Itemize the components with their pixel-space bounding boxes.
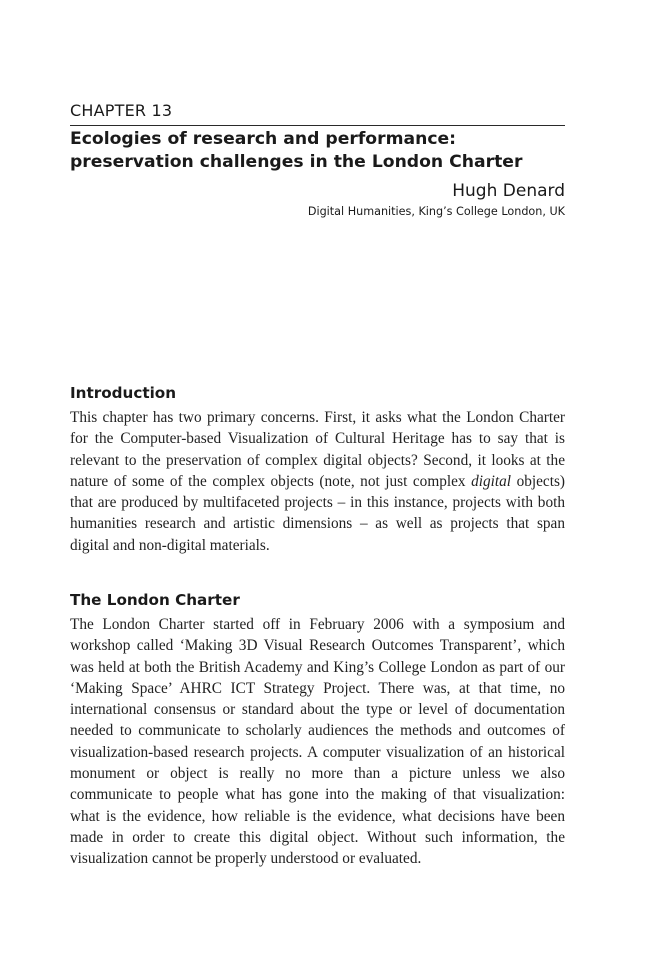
introduction-paragraph bbox=[70, 407, 565, 556]
introduction-italic-word: digital bbox=[471, 472, 512, 490]
section-heading-london-charter: The London Charter bbox=[70, 591, 240, 609]
section-heading-introduction: Introduction bbox=[70, 384, 177, 402]
introduction-text-part-2: objects) that are produced by multifaceted projects – in this instance, projects with both humanities research and artistic dimensions – as well as projects that span digital and non-digital materials. bbox=[70, 472, 565, 554]
chapter-title: Ecologies of research and performance: preservation challenges in the London Charter bbox=[70, 129, 523, 172]
author-name: Hugh Denard bbox=[452, 181, 565, 201]
introduction-text-part-1: This chapter has two primary concerns. First, it asks what the London Charter for the Computer-based Visualization of Cultural Heritage has to say that is relevant to the preservation of complex digital objects? Second, it looks at the nature of some of the complex objects (note, not just complex bbox=[70, 409, 565, 490]
author-affiliation: Digital Humanities, King’s College London, UK bbox=[307, 205, 565, 218]
chapter-number: CHAPTER 13 bbox=[70, 101, 173, 120]
london-charter-paragraph: The London Charter started off in February 2006 with a symposium and workshop called ‘Making 3D Visual Research Outcomes Transparent’, which was held at both the British Academy and King’s College London as part of our ‘Making Space’ AHRC ICT Strategy Project. There was, at that time, no international consensus or standard about the type or level of documentation needed to communicate to scholarly audiences the methods and outcomes of visualization-based research projects. A computer visualization of an historical monument or object is really no more than a picture unless we also communicate to people what has gone into the making of that visualization: what is the evidence, how reliable is the evidence, what decisions have been made in order to create this digital object. Without such information, the visualization cannot be properly understood or evaluated. bbox=[70, 616, 565, 868]
chapter-divider bbox=[70, 125, 565, 126]
